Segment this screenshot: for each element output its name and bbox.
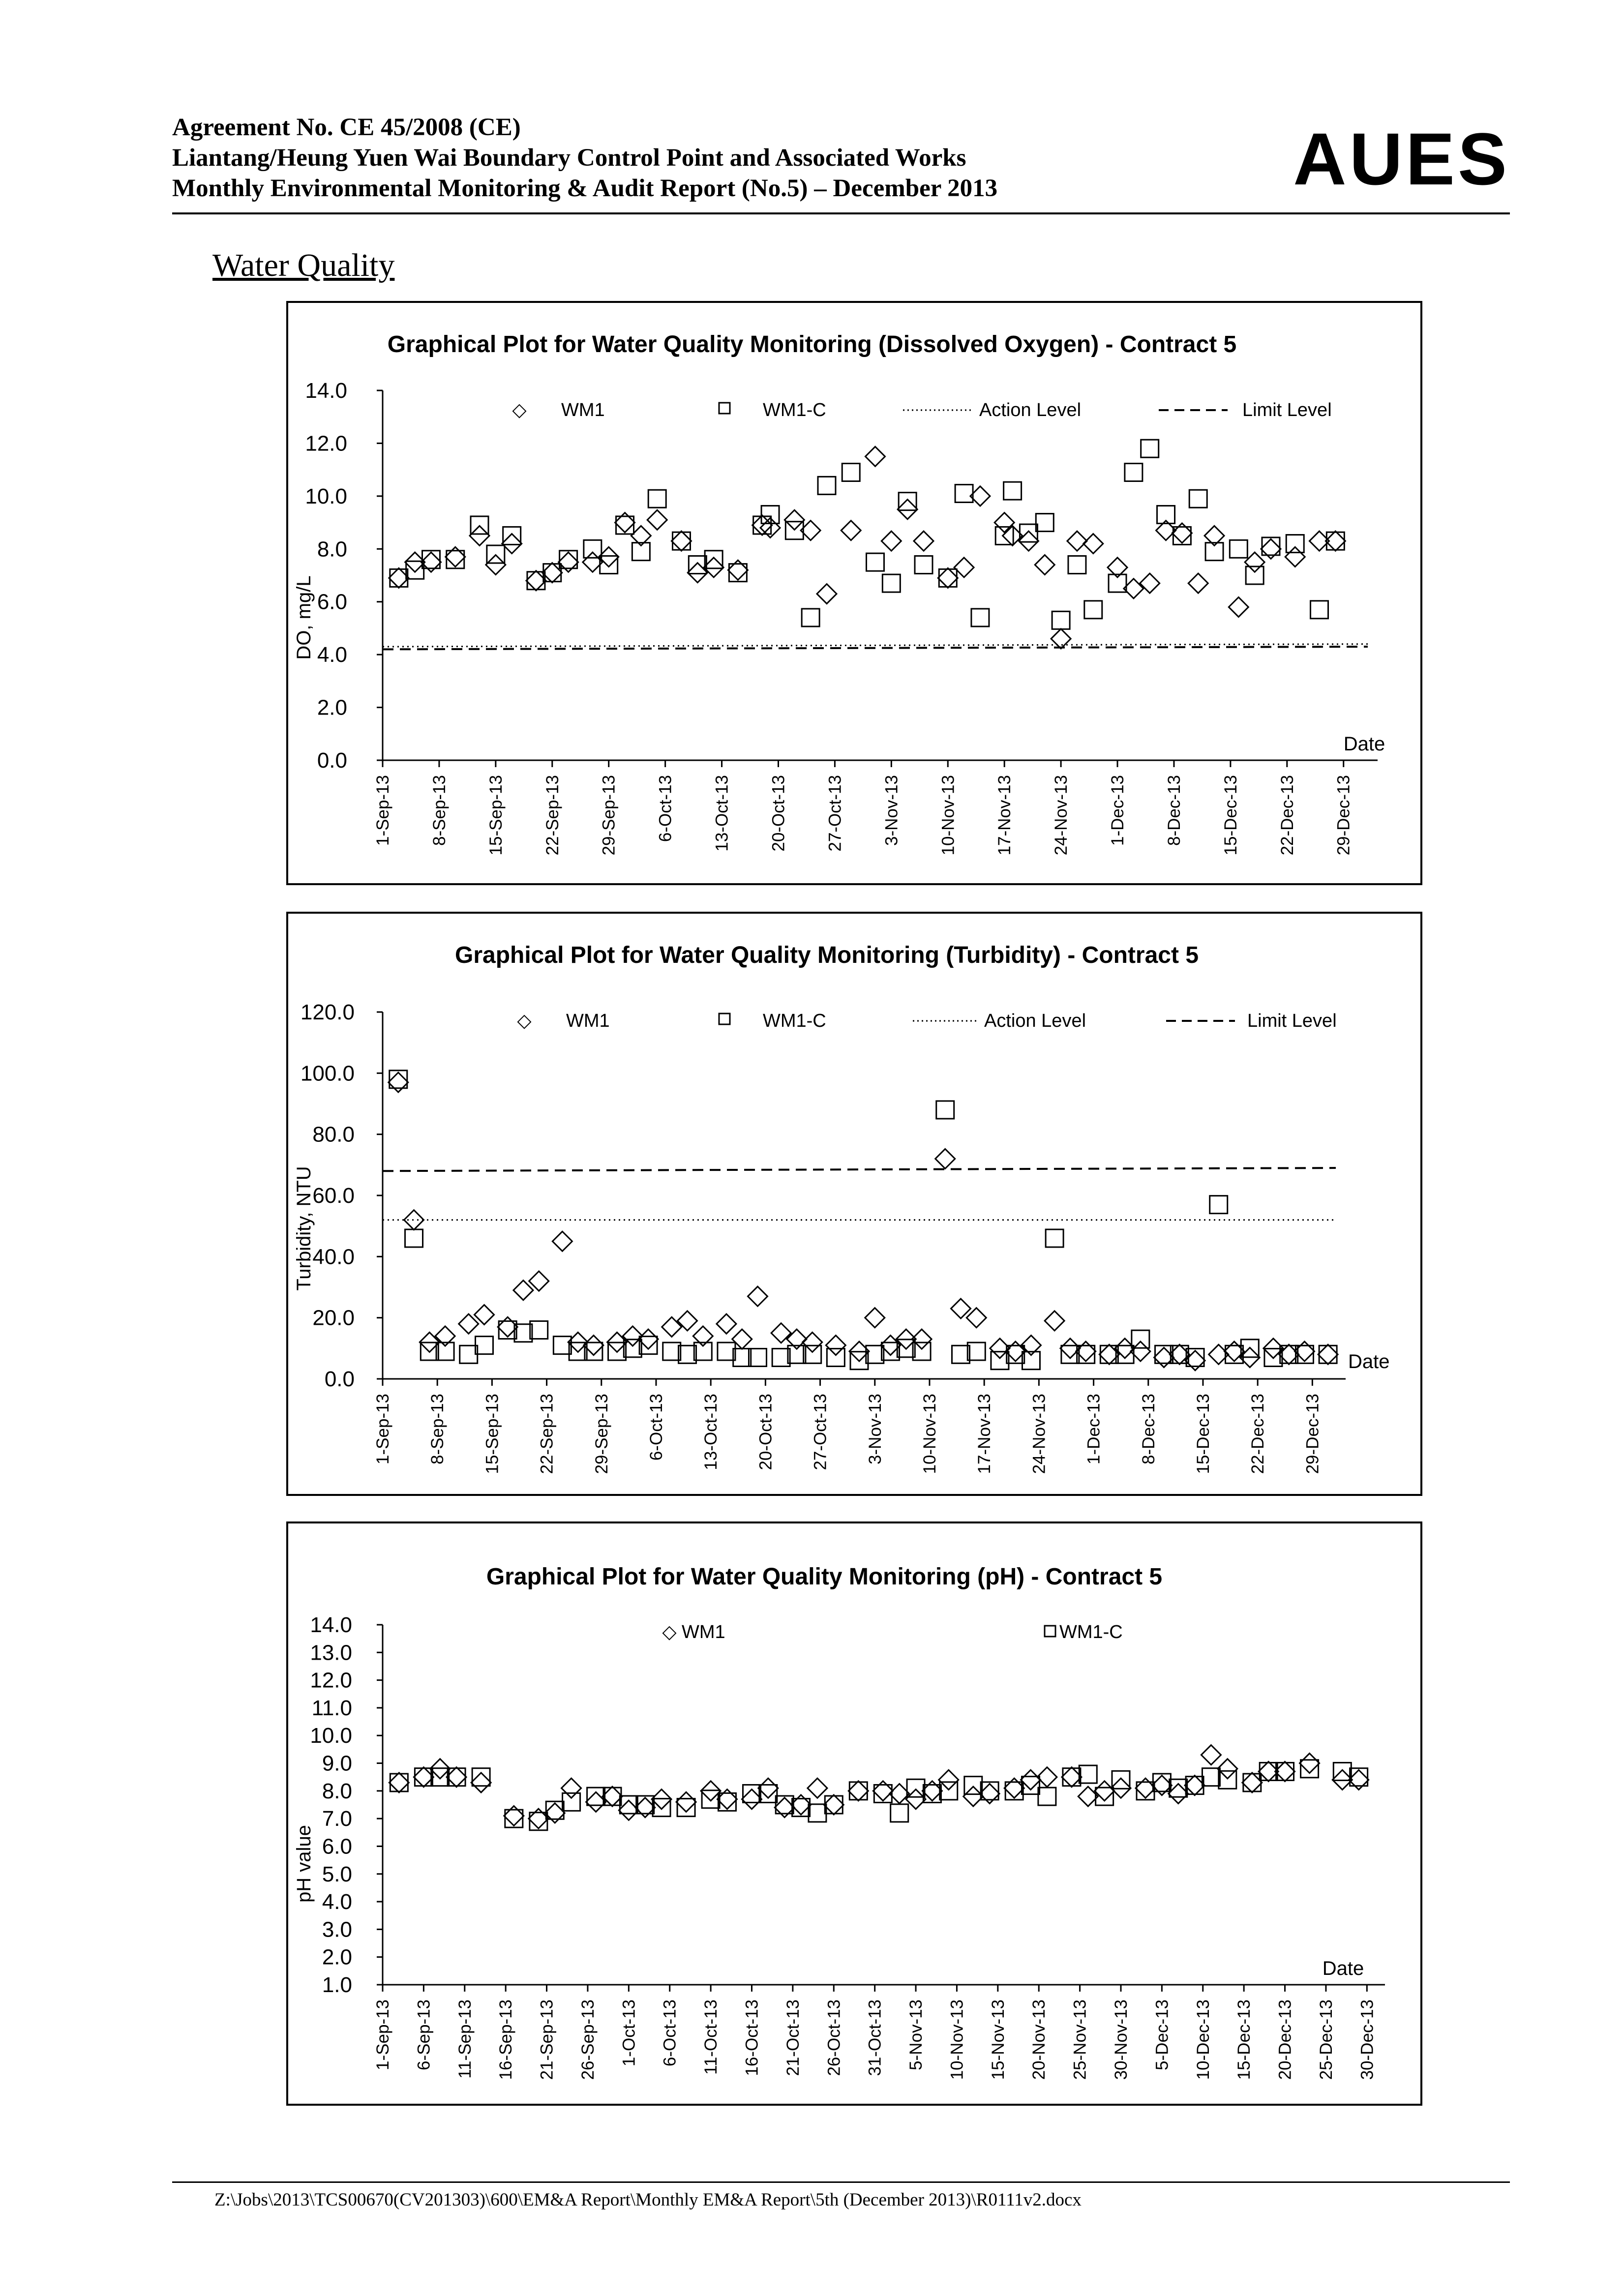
- report-title: Monthly Environmental Monitoring & Audit Report (No.5) – December 2013: [172, 175, 998, 202]
- data-point-wm1-c: [503, 527, 521, 544]
- data-point-wm1-c: [964, 1777, 982, 1794]
- y-tick-label: 2.0: [317, 695, 347, 720]
- chart-svg-dissolved-oxygen: [288, 303, 1424, 887]
- chart-dissolved-oxygen: [286, 301, 1422, 885]
- legend-marker-wm1-c: [719, 403, 730, 414]
- x-tick-label: 15-Nov-13: [988, 1999, 1008, 2080]
- legend-label-limit: Limit Level: [1242, 400, 1332, 420]
- y-tick-label: 6.0: [317, 590, 347, 614]
- data-point-wm1-c: [1189, 490, 1207, 507]
- chart-title: Graphical Plot for Water Quality Monitoring (pH) - Contract 5: [486, 1564, 1163, 1590]
- chart-svg-ph: [288, 1523, 1424, 2108]
- data-point-wm1-c: [809, 1804, 826, 1822]
- data-point-wm1: [1067, 531, 1087, 551]
- legend-marker-wm1: ◇: [662, 1622, 677, 1642]
- y-tick-label: 12.0: [310, 1668, 352, 1693]
- x-tick-label: 10-Dec-13: [1193, 1999, 1213, 2080]
- chart-svg-turbidity: [288, 914, 1424, 1498]
- data-point-wm1: [784, 510, 804, 530]
- data-point-wm1-c: [1079, 1765, 1097, 1783]
- chart-ph: [286, 1521, 1422, 2106]
- data-point-wm1-c: [1141, 440, 1159, 457]
- x-tick-label: 22-Dec-13: [1248, 1394, 1268, 1474]
- data-point-wm1-c: [1036, 514, 1053, 532]
- x-tick-label: 10-Nov-13: [947, 1999, 967, 2080]
- data-point-wm1-c: [971, 609, 989, 626]
- data-point-wm1: [404, 1210, 424, 1230]
- data-point-wm1-c: [1068, 556, 1086, 574]
- x-tick-label: 24-Nov-13: [1052, 775, 1071, 856]
- data-point-wm1-c: [1319, 1345, 1337, 1363]
- x-tick-label: 17-Nov-13: [995, 775, 1015, 856]
- data-point-wm1-c: [600, 556, 618, 574]
- data-point-wm1: [951, 1299, 971, 1318]
- x-tick-label: 1-Sep-13: [373, 1999, 392, 2070]
- data-point-wm1: [826, 1336, 845, 1355]
- data-point-wm1-c: [689, 556, 706, 574]
- x-tick-label: 16-Sep-13: [496, 1999, 516, 2080]
- x-tick-label: 25-Nov-13: [1070, 1999, 1090, 2080]
- agreement-number: Agreement No. CE 45/2008 (CE): [172, 114, 521, 141]
- data-point-wm1: [513, 1281, 533, 1300]
- legend-label-wm1-c: WM1-C: [763, 1011, 826, 1031]
- y-tick-label: 12.0: [305, 431, 347, 456]
- data-point-wm1-c: [939, 569, 957, 587]
- data-point-wm1: [529, 1271, 549, 1291]
- x-tick-label: 31-Oct-13: [865, 1999, 885, 2076]
- y-tick-label: 14.0: [310, 1613, 352, 1637]
- x-tick-label: 15-Sep-13: [486, 775, 506, 856]
- data-point-wm1-c: [472, 1768, 490, 1786]
- data-point-wm1-c: [849, 1782, 867, 1800]
- data-point-wm1-c: [415, 1768, 432, 1786]
- y-tick-label: 120.0: [300, 1000, 355, 1024]
- data-point-wm1-c: [1333, 1762, 1351, 1780]
- data-point-wm1: [475, 1305, 494, 1324]
- header-divider: [172, 212, 1510, 214]
- data-point-wm1: [1188, 573, 1208, 593]
- x-tick-label: 29-Dec-13: [1334, 775, 1353, 856]
- x-tick-label: 5-Nov-13: [906, 1999, 926, 2070]
- data-point-wm1-c: [1004, 482, 1022, 500]
- x-tick-label: 8-Dec-13: [1139, 1394, 1158, 1464]
- chart-legend: [517, 1011, 1336, 1031]
- data-point-wm1: [817, 584, 837, 604]
- data-point-wm1-c: [936, 1101, 954, 1119]
- x-tick-label: 3-Nov-13: [882, 775, 902, 846]
- x-tick-label: 15-Sep-13: [482, 1394, 502, 1474]
- x-tick-label: 6-Sep-13: [414, 1999, 434, 2070]
- project-title: Liantang/Heung Yuen Wai Boundary Control Point and Associated Works: [172, 144, 966, 172]
- x-axis-label: Date: [1343, 733, 1385, 755]
- limit-level-line: [383, 647, 1368, 649]
- x-tick-label: 20-Oct-13: [769, 775, 788, 852]
- file-path: Z:\Jobs\2013\TCS00670(CV201303)\600\EM&A Report\Monthly EM&A Report\5th (December 2013)\R0111v2.docx: [214, 2190, 1082, 2210]
- x-tick-label: 1-Oct-13: [619, 1999, 639, 2067]
- x-tick-label: 6-Oct-13: [656, 775, 675, 842]
- data-point-wm1-c: [1125, 464, 1143, 481]
- data-point-wm1-c: [1038, 1788, 1056, 1805]
- x-tick-label: 27-Oct-13: [825, 775, 845, 852]
- data-point-wm1-c: [1046, 1229, 1063, 1247]
- chart-legend: [512, 400, 1331, 420]
- y-tick-label: 4.0: [322, 1890, 352, 1914]
- data-point-wm1-c: [1063, 1768, 1081, 1786]
- data-point-wm1: [552, 1231, 572, 1251]
- y-tick-label: 0.0: [324, 1367, 355, 1391]
- data-point-wm1-c: [1286, 535, 1304, 553]
- data-point-wm1-c: [527, 572, 545, 590]
- x-tick-label: 1-Dec-13: [1108, 775, 1128, 846]
- data-point-wm1-c: [1112, 1771, 1130, 1789]
- y-tick-label: 11.0: [311, 1696, 352, 1720]
- y-axis-label: pH value: [293, 1825, 315, 1903]
- data-point-wm1: [471, 1773, 491, 1792]
- section-title: Water Quality: [212, 247, 395, 283]
- x-tick-label: 1-Sep-13: [373, 1394, 392, 1464]
- data-point-wm1: [994, 513, 1014, 533]
- data-point-wm1: [676, 1792, 696, 1812]
- data-point-wm1-c: [842, 464, 860, 481]
- y-axis-label: Turbidity, NTU: [293, 1166, 315, 1291]
- legend-label-action: Action Level: [979, 400, 1082, 420]
- x-tick-label: 26-Oct-13: [824, 1999, 844, 2076]
- x-tick-label: 1-Sep-13: [373, 775, 392, 846]
- legend-marker-wm1: ◇: [512, 400, 527, 420]
- data-point-wm1-c: [818, 477, 836, 494]
- data-point-wm1: [671, 531, 691, 551]
- data-point-wm1-c: [405, 1229, 423, 1247]
- data-point-wm1: [562, 1778, 581, 1798]
- x-tick-label: 16-Oct-13: [742, 1999, 762, 2076]
- data-point-wm1: [881, 531, 901, 551]
- data-point-wm1-c: [825, 1796, 842, 1814]
- x-tick-label: 27-Oct-13: [811, 1394, 830, 1470]
- report-header: [172, 112, 1510, 221]
- x-tick-label: 8-Sep-13: [429, 775, 449, 846]
- data-point-wm1-c: [1210, 1196, 1228, 1214]
- y-tick-label: 1.0: [322, 1973, 352, 1997]
- legend-marker-wm1-c: [719, 1014, 730, 1024]
- data-point-wm1-c: [648, 490, 666, 507]
- data-point-wm1: [841, 521, 861, 540]
- data-point-wm1-c: [867, 553, 884, 571]
- data-point-wm1: [865, 1308, 885, 1328]
- data-point-wm1: [1083, 534, 1103, 554]
- y-tick-label: 10.0: [305, 484, 347, 508]
- data-point-wm1-c: [448, 1768, 465, 1786]
- x-tick-label: 11-Oct-13: [701, 1999, 721, 2075]
- data-point-wm1: [748, 1286, 767, 1306]
- y-tick-label: 8.0: [322, 1779, 352, 1803]
- data-point-wm1-c: [1246, 567, 1263, 584]
- chart-title: Graphical Plot for Water Quality Monitoring (Turbidity) - Contract 5: [454, 942, 1199, 968]
- x-tick-label: 15-Dec-13: [1193, 1394, 1213, 1474]
- data-point-wm1-c: [827, 1348, 844, 1366]
- x-tick-label: 5-Dec-13: [1152, 1999, 1172, 2070]
- x-tick-label: 15-Dec-13: [1234, 1999, 1254, 2080]
- y-tick-label: 10.0: [310, 1724, 352, 1748]
- plot-area: [301, 1000, 1346, 1474]
- data-point-wm1-c: [1243, 1774, 1261, 1791]
- x-tick-label: 29-Dec-13: [1303, 1394, 1323, 1474]
- y-tick-label: 2.0: [322, 1945, 352, 1969]
- data-point-wm1: [914, 531, 933, 551]
- x-tick-label: 8-Sep-13: [428, 1394, 448, 1464]
- y-tick-label: 6.0: [322, 1834, 352, 1859]
- data-point-wm1: [1035, 555, 1054, 575]
- data-point-wm1: [935, 1149, 955, 1168]
- x-tick-label: 20-Nov-13: [1029, 1999, 1049, 2080]
- data-point-wm1-c: [761, 506, 779, 523]
- data-point-wm1-c: [584, 540, 601, 558]
- x-tick-label: 1-Dec-13: [1084, 1394, 1104, 1464]
- data-point-wm1-c: [1052, 611, 1070, 629]
- data-point-wm1-c: [1202, 1768, 1220, 1786]
- data-point-wm1: [389, 1773, 409, 1792]
- data-point-wm1-c: [882, 574, 900, 592]
- data-point-wm1: [504, 1806, 524, 1826]
- y-tick-label: 3.0: [322, 1917, 352, 1942]
- data-point-wm1: [1201, 1745, 1221, 1765]
- x-tick-label: 21-Oct-13: [783, 1999, 803, 2076]
- legend-marker-wm1: ◇: [517, 1011, 532, 1031]
- data-point-wm1: [808, 1778, 827, 1798]
- data-point-wm1-c: [1084, 601, 1102, 619]
- y-tick-label: 9.0: [322, 1751, 352, 1776]
- data-point-wm1-c: [390, 569, 408, 587]
- data-point-wm1-c: [995, 527, 1013, 544]
- x-tick-label: 15-Dec-13: [1221, 775, 1240, 856]
- footer-divider: [172, 2181, 1510, 2183]
- data-point-wm1-c: [677, 1799, 695, 1817]
- legend-marker-wm1-c: [1045, 1626, 1055, 1637]
- data-point-wm1: [866, 447, 885, 466]
- data-point-wm1-c: [955, 484, 973, 502]
- x-axis-label: Date: [1322, 1958, 1364, 1979]
- data-point-wm1-c: [1022, 1777, 1040, 1794]
- data-point-wm1-c: [915, 556, 932, 574]
- data-point-wm1-c: [620, 1796, 637, 1814]
- y-tick-label: 4.0: [317, 643, 347, 667]
- x-tick-label: 22-Sep-13: [542, 775, 562, 856]
- plot-area: [310, 1613, 1385, 2080]
- x-tick-label: 17-Nov-13: [975, 1394, 994, 1474]
- x-tick-label: 30-Nov-13: [1111, 1999, 1131, 2080]
- data-point-wm1: [898, 500, 917, 519]
- data-point-wm1: [1051, 629, 1071, 649]
- x-tick-label: 13-Oct-13: [701, 1394, 721, 1470]
- data-point-wm1-c: [672, 532, 690, 550]
- y-axis-label: DO, mg/L: [293, 575, 315, 660]
- legend-label-limit: Limit Level: [1247, 1011, 1337, 1031]
- data-point-wm1: [1229, 597, 1248, 617]
- x-tick-label: 30-Dec-13: [1357, 1999, 1377, 2080]
- data-point-wm1-c: [802, 609, 819, 626]
- x-tick-label: 21-Sep-13: [537, 1999, 557, 2080]
- x-tick-label: 13-Oct-13: [712, 775, 732, 852]
- x-tick-label: 3-Nov-13: [865, 1394, 885, 1464]
- data-point-wm1-c: [1301, 1760, 1319, 1778]
- y-tick-label: 13.0: [310, 1640, 352, 1665]
- y-tick-label: 20.0: [312, 1306, 355, 1330]
- data-point-wm1-c: [1170, 1779, 1187, 1797]
- x-tick-label: 11-Sep-13: [455, 1999, 475, 2079]
- data-point-wm1: [873, 1781, 893, 1801]
- data-point-wm1: [647, 510, 667, 530]
- legend-label-wm1-c: WM1-C: [763, 400, 826, 420]
- data-point-wm1: [848, 1781, 868, 1801]
- data-point-wm1-c: [390, 1774, 408, 1791]
- x-tick-label: 25-Dec-13: [1316, 1999, 1336, 2080]
- data-point-wm1-c: [1186, 1777, 1203, 1794]
- data-point-wm1: [470, 526, 489, 545]
- legend-label-wm1: WM1: [566, 1011, 610, 1031]
- data-point-wm1: [966, 1308, 986, 1328]
- data-point-wm1-c: [1020, 524, 1037, 542]
- data-point-wm1: [1285, 547, 1305, 567]
- chart-legend: [662, 1622, 1122, 1642]
- aues-logo: AUES: [1293, 118, 1510, 200]
- x-tick-label: 6-Oct-13: [660, 1999, 680, 2067]
- data-point-wm1: [486, 555, 506, 575]
- y-tick-label: 5.0: [322, 1862, 352, 1886]
- data-point-wm1: [389, 1073, 408, 1092]
- limit-level-line: [383, 1168, 1336, 1171]
- x-tick-label: 29-Sep-13: [599, 775, 619, 856]
- data-point-wm1: [1300, 1754, 1320, 1773]
- y-tick-label: 80.0: [312, 1122, 355, 1147]
- legend-label-wm1: WM1: [561, 400, 605, 420]
- data-point-wm1: [459, 1314, 479, 1334]
- data-point-wm1-c: [705, 551, 722, 568]
- y-tick-label: 7.0: [322, 1807, 352, 1831]
- data-point-wm1-c: [899, 493, 916, 510]
- x-tick-label: 26-Sep-13: [578, 1999, 598, 2080]
- x-tick-label: 10-Nov-13: [920, 1394, 939, 1474]
- data-point-wm1-c: [1310, 601, 1328, 619]
- x-tick-label: 29-Sep-13: [592, 1394, 611, 1474]
- data-point-wm1-c: [563, 1793, 580, 1811]
- data-point-wm1-c: [543, 564, 561, 582]
- data-point-wm1: [938, 568, 958, 588]
- legend-label-wm1-c: WM1-C: [1059, 1622, 1123, 1642]
- legend-label-wm1: WM1: [682, 1622, 725, 1642]
- data-point-wm1-c: [1230, 540, 1247, 558]
- legend-label-action: Action Level: [984, 1011, 1086, 1031]
- y-tick-label: 60.0: [312, 1184, 355, 1208]
- chart-turbidity: [286, 912, 1422, 1496]
- y-tick-label: 8.0: [317, 537, 347, 562]
- x-tick-label: 22-Dec-13: [1277, 775, 1297, 856]
- data-point-wm1-c: [406, 561, 424, 579]
- x-axis-label: Date: [1348, 1351, 1390, 1372]
- x-tick-label: 20-Dec-13: [1275, 1999, 1295, 2080]
- x-tick-label: 20-Oct-13: [756, 1394, 776, 1470]
- x-tick-label: 10-Nov-13: [938, 775, 958, 856]
- data-point-wm1-c: [1219, 1771, 1236, 1789]
- data-point-wm1: [1318, 1344, 1338, 1364]
- action-level-line: [383, 644, 1368, 647]
- y-tick-label: 14.0: [305, 379, 347, 403]
- y-tick-label: 40.0: [312, 1245, 355, 1269]
- y-tick-label: 0.0: [317, 748, 347, 773]
- data-point-wm1: [1045, 1311, 1064, 1331]
- x-tick-label: 22-Sep-13: [537, 1394, 557, 1474]
- chart-title: Graphical Plot for Water Quality Monitoring (Dissolved Oxygen) - Contract 5: [387, 331, 1237, 358]
- y-tick-label: 100.0: [300, 1061, 355, 1086]
- plot-area: [305, 379, 1378, 855]
- data-point-wm1: [717, 1314, 736, 1334]
- x-tick-label: 24-Nov-13: [1029, 1394, 1049, 1474]
- x-tick-label: 8-Dec-13: [1164, 775, 1184, 846]
- x-tick-label: 6-Oct-13: [646, 1394, 666, 1461]
- data-point-wm1-c: [891, 1804, 908, 1822]
